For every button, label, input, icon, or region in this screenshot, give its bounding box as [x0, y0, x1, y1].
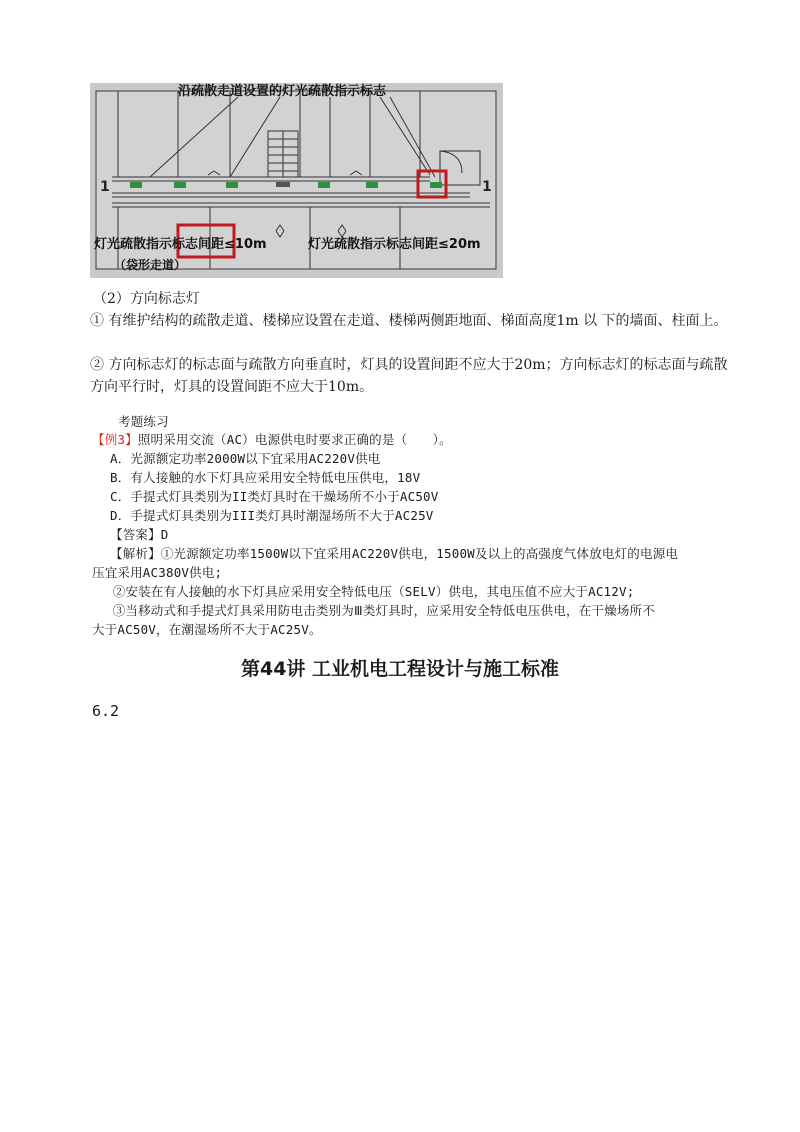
analysis-line-3: ②安装在有人接触的水下灯具应采用安全特低电压（SELV）供电，其电压值不应大于AC12V; — [100, 584, 635, 599]
section-subtitle: （2）方向标志灯 — [93, 291, 200, 307]
answer-line: 【答案】D — [110, 527, 169, 542]
section-mark-right: 1 — [482, 179, 492, 195]
section-number: 6.2 — [92, 702, 120, 720]
exercise-question — [92, 430, 452, 449]
figure-label-left-sub: （袋形走道） — [114, 258, 187, 272]
exercise-heading: 考题练习 — [118, 414, 169, 429]
figure-label-right: 灯光疏散指示标志间距≤20m — [308, 237, 481, 252]
exit-sign — [430, 182, 442, 188]
section-mark-left: 1 — [100, 179, 110, 195]
exit-sign — [318, 182, 330, 188]
paragraph-2: ② 方向标志灯的标志面与疏散方向垂直时，灯具的设置间距不应大于20m；方向标志灯的标志面与疏散方向平行时，灯具的设置间距不应大于10m。 — [90, 357, 728, 395]
option-b: B．有人接触的水下灯具应采用安全特低电压供电，18V — [110, 470, 421, 485]
analysis-line-5: 大于AC50V，在潮湿场所不大于AC25V。 — [92, 622, 322, 637]
question-text: 照明采用交流（AC）电源供电时要求正确的是（ ）。 — [137, 432, 452, 447]
paragraph-1: ① 有维护结构的疏散走道、楼梯应设置在走道、楼梯两侧距地面、梯面高度1m 以 下的墙面、柱面上。 — [90, 313, 728, 329]
lecture-title: 第44讲 工业机电工程设计与施工标准 — [240, 658, 560, 680]
option-c: C．手提式灯具类别为II类灯具时在干燥场所不小于AC50V — [110, 489, 439, 504]
analysis-line-1: 【解析】①光源额定功率1500W以下宜采用AC220V供电，1500W及以上的高强度气体放电灯的电源电 — [110, 546, 679, 561]
exercise-tag: 【例3】 — [92, 432, 138, 447]
exit-sign — [130, 182, 142, 188]
exit-sign — [226, 182, 238, 188]
figure-label-left: 灯光疏散指示标志间距≤10m — [94, 237, 267, 252]
option-d: D．手提式灯具类别为III类灯具时潮湿场所不大于AC25V — [110, 508, 434, 523]
stair-exit-sign — [276, 182, 290, 187]
analysis-line-2: 压宜采用AC380V供电; — [92, 565, 223, 580]
exit-sign — [174, 182, 186, 188]
evacuation-sign-figure — [90, 83, 503, 278]
option-a: A．光源额定功率2000W以下宜采用AC220V供电 — [110, 451, 381, 466]
exit-sign — [366, 182, 378, 188]
figure-label-top: 沿疏散走道设置的灯光疏散指示标志 — [178, 84, 387, 99]
analysis-line-4: ③当移动式和手提式灯具采用防电击类别为Ⅲ类灯具时，应采用安全特低电压供电，在干燥场所不 — [100, 603, 655, 618]
